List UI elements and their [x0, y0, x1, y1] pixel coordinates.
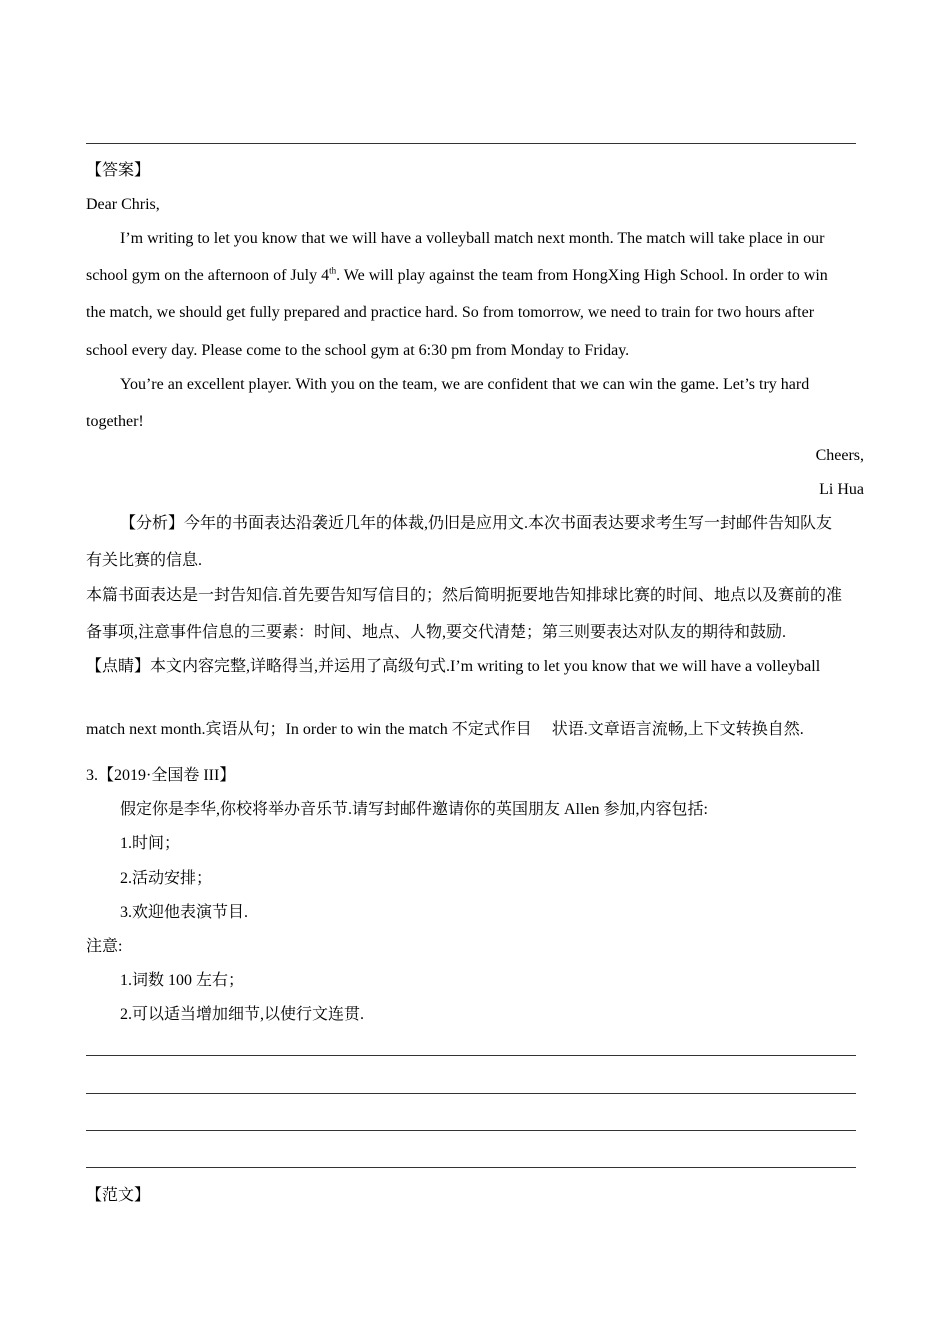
letter-closing: Cheers, [815, 447, 864, 464]
analysis-line3: 本篇书面表达是一封告知信.首先要告知写信目的；然后简明扼要地告知排球比赛的时间、地点以及赛前的准 [86, 587, 843, 604]
comment-line1: 【点睛】本文内容完整,详略得当,并运用了高级句式.I’m writing to let you know that we will have a volleyball [86, 658, 821, 675]
question3-item-2: 2.活动安排； [120, 870, 213, 887]
letter-signature: Li Hua [819, 481, 864, 498]
question3-note-1: 1.词数 100 左右； [120, 972, 245, 989]
letter-p1-line2-a: school gym on the afternoon of July 4 [86, 267, 330, 284]
letter-p2-line1: You’re an excellent player. With you on the team, we are confident that we can win the game. Let’s try hard [120, 376, 810, 393]
answer-line-2 [86, 1093, 856, 1094]
letter-p1-line2 [86, 266, 828, 286]
letter-p1-line4: school every day. Please come to the school gym at 6:30 pm from Monday to Friday. [86, 342, 630, 359]
answer-line-3 [86, 1130, 856, 1131]
comment-line2-a: match next month.宾语从句；In order to win the match 不定式作目 [86, 721, 532, 738]
comment-line2-b: 状语.文章语言流畅,上下文转换自然. [551, 721, 804, 738]
question3-header: 3.【2019·全国卷 III】 [86, 767, 236, 784]
question3-item-1: 1.时间； [120, 835, 181, 852]
letter-salutation: Dear Chris, [86, 196, 160, 213]
letter-p1-ordinal-sup: th [329, 265, 337, 276]
comment-line2 [86, 720, 804, 740]
question3-notes-label: 注意: [86, 938, 123, 955]
question3-note-2: 2.可以适当增加细节,以使行文连贯. [120, 1006, 365, 1023]
letter-p1-line2-b: . We will play against the team from HongXing High School. In order to win [336, 267, 828, 284]
top-answer-line [86, 143, 856, 144]
analysis-line2: 有关比赛的信息. [86, 552, 203, 569]
letter-p2-line2: together! [86, 413, 144, 430]
answer-line-4 [86, 1167, 856, 1168]
letter-p1-line1: I’m writing to let you know that we will have a volleyball match next month. The match will take place in our [120, 230, 825, 247]
question3-item-3: 3.欢迎他表演节目. [120, 904, 249, 921]
answer-label: 【答案】 [86, 162, 151, 179]
model-label: 【范文】 [86, 1187, 151, 1204]
answer-line-1 [86, 1055, 856, 1056]
question3-prompt: 假定你是李华,你校将举办音乐节.请写封邮件邀请你的英国朋友 Allen 参加,内容包括: [120, 801, 708, 818]
analysis-line1: 【分析】今年的书面表达沿袭近几年的体裁,仍旧是应用文.本次书面表达要求考生写一封邮件告知队友 [120, 515, 833, 532]
letter-p1-line3: the match, we should get fully prepared and practice hard. So from tomorrow, we need to train for two hours after [86, 304, 815, 321]
analysis-line4: 备事项,注意事件信息的三要素：时间、地点、人物,要交代清楚；第三则要表达对队友的期待和鼓励. [86, 624, 787, 641]
